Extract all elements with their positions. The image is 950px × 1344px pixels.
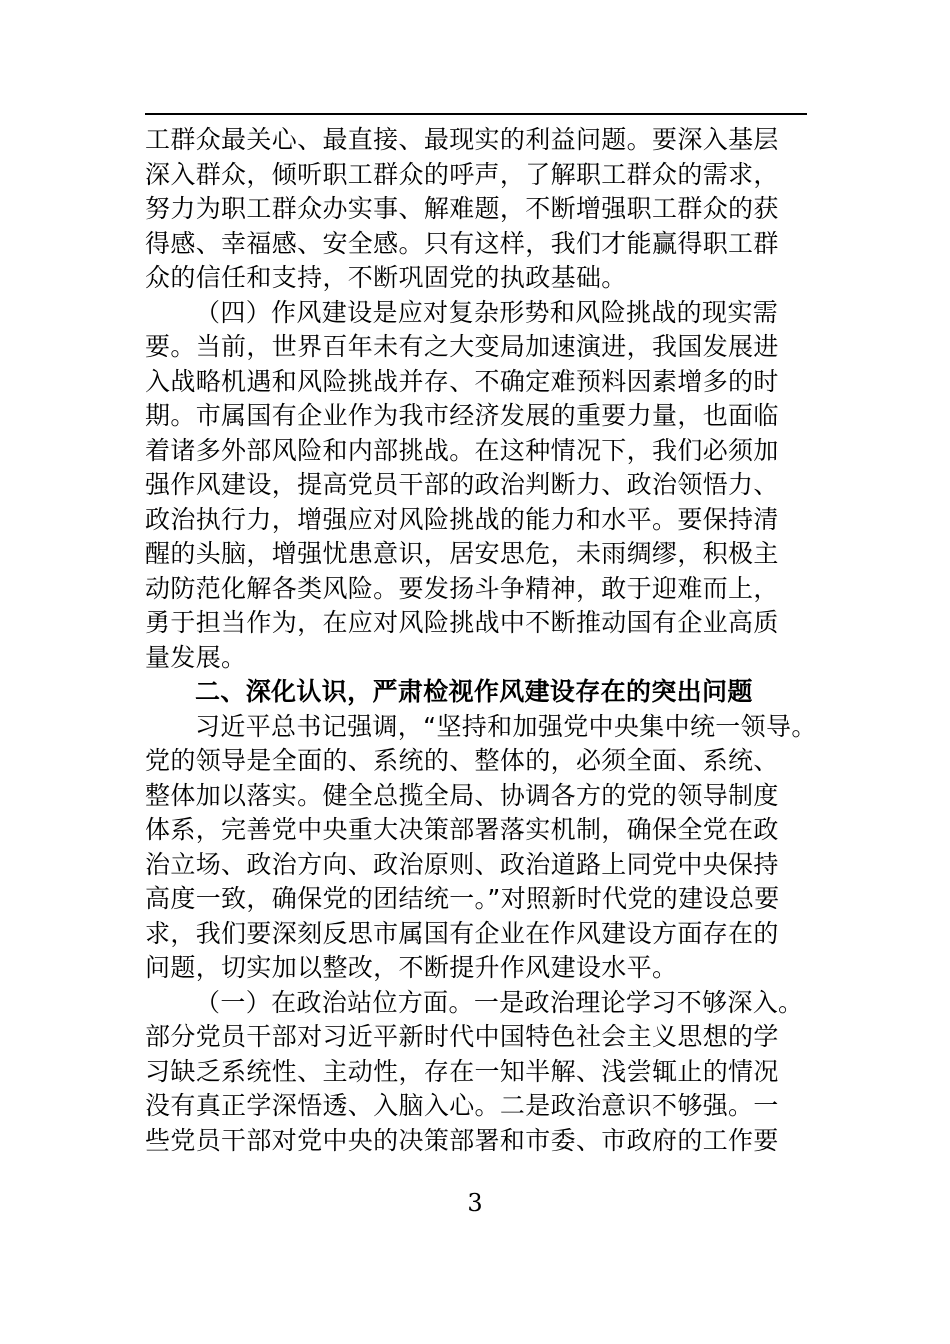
section-heading: 二、深化认识，严肃检视作风建设存在的突出问题 — [195, 677, 753, 706]
paragraph-start-line: 习近平总书记强调，“坚持和加强党中央集中统一领导。 — [195, 711, 817, 741]
body-text — [145, 123, 845, 1158]
text-line: 些党员干部对党中央的决策部署和市委、市政府的工作要 — [145, 1125, 779, 1155]
text-line: 醒的头脑，增强忧患意识，居安思危，未雨绸缪，积极主 — [145, 539, 779, 568]
text-line: 部分党员干部对习近平新时代中国特色社会主义思想的学 — [145, 1022, 779, 1051]
text-line: 体系，完善党中央重大决策部署落实机制，确保全党在政 — [145, 815, 779, 844]
text-line: 强作风建设，提高党员干部的政治判断力、政治领悟力、 — [145, 470, 779, 499]
text-line: 没有真正学深悟透、入脑入心。二是政治意识不够强。一 — [145, 1091, 779, 1120]
text-line: 量发展。 — [145, 642, 247, 672]
text-line: 工群众最关心、最直接、最现实的利益问题。要深入基层 — [145, 125, 779, 154]
paragraph-start-line: （四）作风建设是应对复杂形势和风险挑战的现实需 — [195, 297, 779, 327]
text-line: 高度一致，确保党的团结统一。”对照新时代党的建设总要 — [145, 884, 780, 913]
text-line: 要。当前，世界百年未有之大变局加速演进，我国发展进 — [145, 332, 779, 361]
text-line: 勇于担当作为，在应对风险挑战中不断推动国有企业高质 — [145, 608, 779, 637]
text-line: 整体加以落实。健全总揽全局、协调各方的党的领导制度 — [145, 780, 779, 810]
text-line: 求，我们要深刻反思市属国有企业在作风建设方面存在的 — [145, 918, 779, 948]
text-line: 期。市属国有企业作为我市经济发展的重要力量，也面临 — [145, 401, 779, 430]
text-line: 得感、幸福感、安全感。只有这样，我们才能赢得职工群 — [145, 228, 779, 258]
text-line: 努力为职工群众办实事、解难题，不断增强职工群众的获 — [145, 194, 779, 223]
text-line: 入战略机遇和风险挑战并存、不确定难预料因素增多的时 — [145, 366, 779, 396]
text-line: 党的领导是全面的、系统的、整体的，必须全面、系统、 — [145, 746, 779, 775]
text-line: 动防范化解各类风险。要发扬斗争精神，敢于迎难而上， — [145, 573, 779, 603]
page-number: 3 — [467, 1189, 483, 1217]
header-rule — [145, 113, 807, 115]
text-line: 问题，切实加以整改，不断提升作风建设水平。 — [145, 953, 678, 982]
text-line: 习缺乏系统性、主动性，存在一知半解、浅尝辄止的情况 — [145, 1056, 779, 1086]
text-line: 深入群众，倾听职工群众的呼声，了解职工群众的需求， — [145, 159, 779, 189]
text-line: 众的信任和支持，不断巩固党的执政基础。 — [145, 263, 627, 292]
text-line: 政治执行力，增强应对风险挑战的能力和水平。要保持清 — [145, 504, 779, 534]
paragraph-start-line: （一）在政治站位方面。一是政治理论学习不够深入。 — [195, 987, 804, 1017]
text-line: 着诸多外部风险和内部挑战。在这种情况下，我们必须加 — [145, 435, 779, 465]
text-line: 治立场、政治方向、政治原则、政治道路上同党中央保持 — [145, 849, 779, 879]
